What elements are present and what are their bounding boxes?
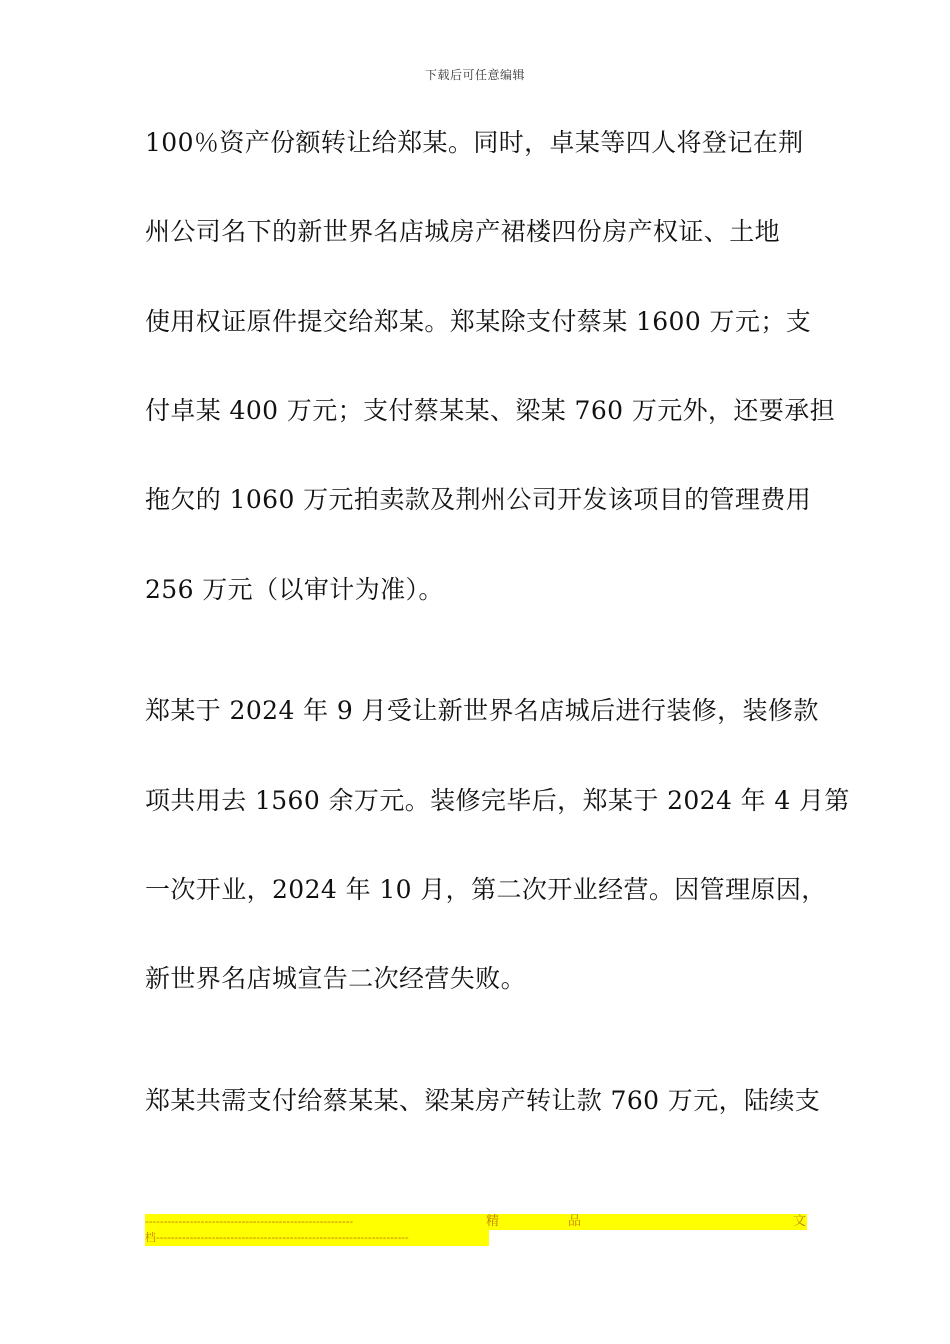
body-line: 一次开业，2024 年 10 月，第二次开业经营。因管理原因，	[145, 875, 827, 904]
footer-char: 文	[793, 1214, 807, 1229]
footer-banner	[145, 1214, 807, 1230]
footer-banner-line2: 档--------------------------------------------------------------------	[145, 1230, 489, 1246]
footer-char: 品	[568, 1214, 582, 1229]
footer-char: 精	[486, 1214, 500, 1229]
footer-dashes: --------------------------------------------------------	[145, 1215, 354, 1228]
body-line: 郑某于 2024 年 9 月受让新世界名店城后进行装修，装修款	[145, 696, 819, 725]
body-line: 项共用去 1560 余万元。装修完毕后，郑某于 2024 年 4 月第	[145, 786, 850, 815]
body-line: 256 万元（以审计为准）。	[145, 575, 444, 604]
page-header: 下载后可任意编辑	[424, 68, 525, 82]
body-line: 郑某共需支付给蔡某某、梁某房产转让款 760 万元，陆续支	[145, 1086, 821, 1115]
body-line: 州公司名下的新世界名店城房产裙楼四份房产权证、土地	[145, 217, 781, 246]
body-line: 拖欠的 1060 万元拍卖款及荆州公司开发该项目的管理费用	[145, 485, 812, 514]
body-line: 新世界名店城宣告二次经营失败。	[145, 964, 527, 993]
body-line: 使用权证原件提交给郑某。郑某除支付蔡某 1600 万元；支	[145, 307, 812, 336]
body-line: 100％资产份额转让给郑某。同时，卓某等四人将登记在荆	[145, 128, 804, 157]
body-line: 付卓某 400 万元；支付蔡某某、梁某 760 万元外，还要承担	[145, 396, 836, 425]
